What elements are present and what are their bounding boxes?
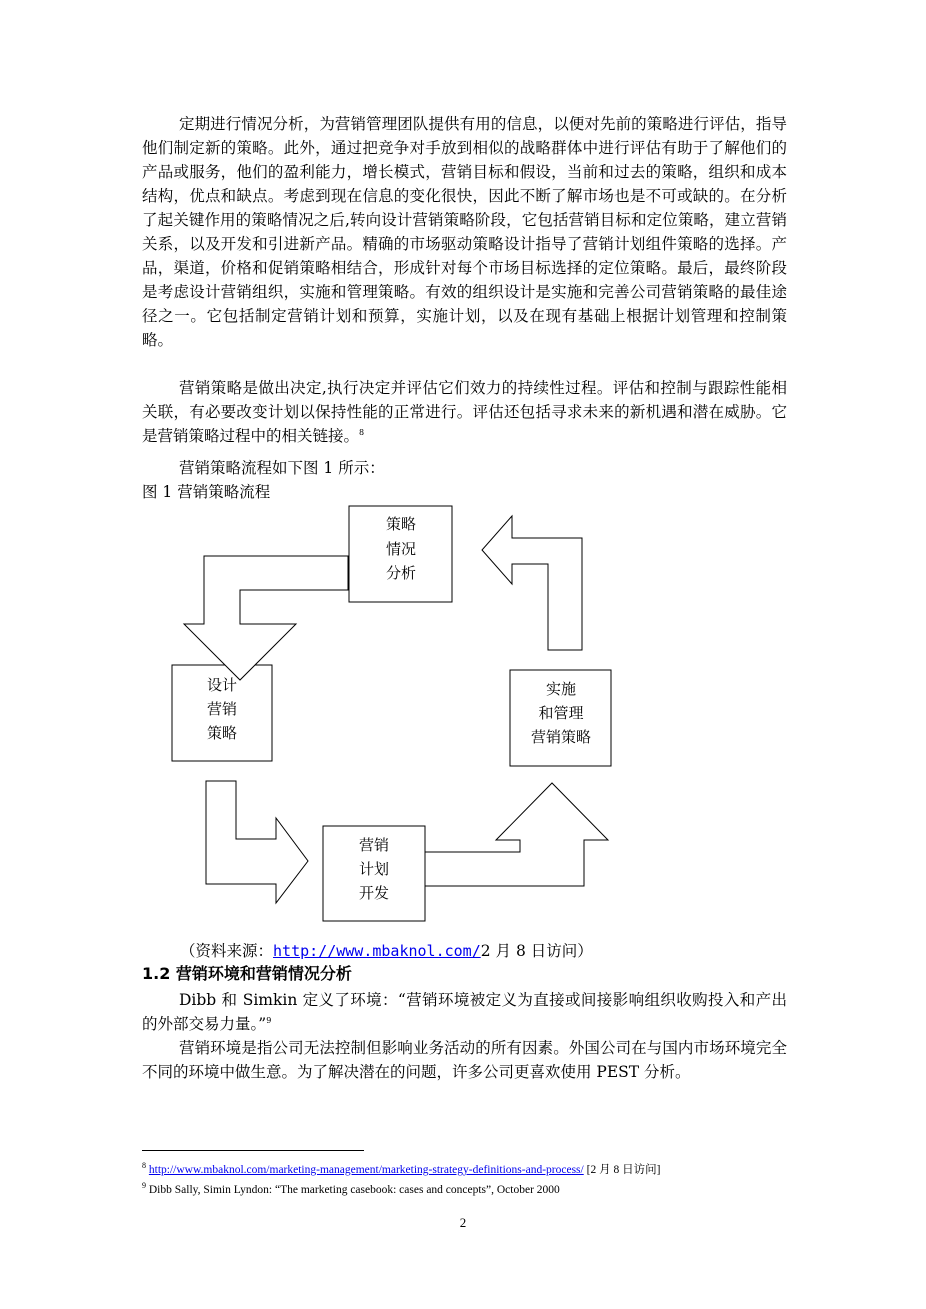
box-design-line-2: 营销	[206, 700, 238, 718]
box-design-line-1: 设计	[206, 676, 238, 694]
box-analysis-line-1: 策略	[385, 515, 417, 533]
footnote-8-suffix: [2 月 8 日访问]	[586, 1164, 661, 1176]
box-implement-line-2: 和管理	[538, 704, 584, 722]
footnote-9-text: Dibb Sally, Simin Lyndon: “The marketing casebook: cases and concepts”, October 2000	[148, 1184, 560, 1196]
footnote-9-number: 9	[142, 1181, 146, 1191]
body-paragraph-1-text: 定期进行情况分析，为营销管理团队提供有用的信息，以便对先前的策略进行评估，指导他们制定新的策略。此外，通过把竞争对手放到相似的战略群体中进行评估有助于了解他们的产品或服务，他们的盈利能力，增长模式，营销目标和假设，当前和过去的策略，组织和成本结构，优点和缺点。考虑到现在信息的变化很快，因此不断了解市场也是不可或缺的。在分析了起关键作用的策略情况之后,转向设计营销策略阶段，它包括营销目标和定位策略，建立营销关系，以及开发和引进新产品。精确的市场驱动策略设计指导了营销计划组件策略的选择。产品，渠道，价格和促销策略相结合，形成针对每个市场目标选择的定位策略。最后，最终阶段是考虑设计营销组织，实施和管理策略。有效的组织设计是实施和完善公司营销策略的最佳途径之一。它包括制定营销计划和预算，实施计划，以及在现有基础上根据计划管理和控制策略。	[142, 115, 787, 349]
box-plan-line-3: 开发	[358, 884, 390, 902]
page-number: 2	[459, 1215, 467, 1230]
body-paragraph-3-text: 营销策略流程如下图 1 所示：	[179, 459, 385, 477]
box-implement-line-3: 营销策略	[530, 728, 592, 746]
footnote-divider	[142, 1150, 364, 1151]
arrow-to-plan	[206, 781, 308, 903]
section-paragraph-2-text: 营销环境是指公司无法控制但影响业务活动的所有因素。外国公司在与国内市场环境完全不同的环境中做生意。为了解决潜在的问题，许多公司更喜欢使用 PEST 分析。	[142, 1039, 787, 1081]
source-link[interactable]: http://www.mbaknol.com/	[273, 942, 481, 960]
box-plan-line-1: 营销	[358, 836, 390, 854]
footnote-8-number: 8	[142, 1161, 146, 1171]
figure-caption: 图 1 营销策略流程	[142, 483, 271, 501]
section-paragraph-1-text: Dibb 和 Simkin 定义了环境：“营销环境被定义为直接或间接影响组织收购投入和产出的外部交易力量。”	[142, 991, 787, 1033]
section-paragraph-1	[142, 988, 787, 1036]
box-implement-line-1: 实施	[545, 680, 577, 698]
footnote-8	[142, 1162, 660, 1178]
arrow-to-implement	[425, 783, 608, 886]
source-prefix: （资料来源：	[180, 942, 274, 960]
source-suffix: 2 月 8 日访问）	[480, 942, 593, 960]
box-plan-line-2: 计划	[358, 860, 390, 878]
section-heading: 1.2 营销环境和营销情况分析	[142, 964, 352, 983]
box-design-line-3: 策略	[206, 724, 238, 742]
arrow-to-design	[184, 556, 348, 680]
footnote-9	[142, 1182, 560, 1198]
box-analysis-line-3: 分析	[385, 564, 417, 582]
box-analysis-line-2: 情况	[385, 540, 417, 558]
footnote-ref-8[interactable]: 8	[359, 427, 365, 437]
footnote-ref-9[interactable]: 9	[266, 1015, 272, 1025]
body-paragraph-2-text: 营销策略是做出决定,执行决定并评估它们效力的持续性过程。评估和控制与跟踪性能相关联，有必要改变计划以保持性能的正常进行。评估还包括寻求未来的新机遇和潜在威胁。它是营销策略过程中的相关链接。	[142, 379, 787, 445]
figure-source	[180, 939, 593, 963]
footnote-8-link[interactable]: http://www.mbaknol.com/marketing-management/marketing-strategy-definitions-and-process/	[148, 1164, 584, 1176]
arrow-to-analysis	[482, 516, 582, 650]
section-paragraph-2	[142, 1036, 787, 1084]
